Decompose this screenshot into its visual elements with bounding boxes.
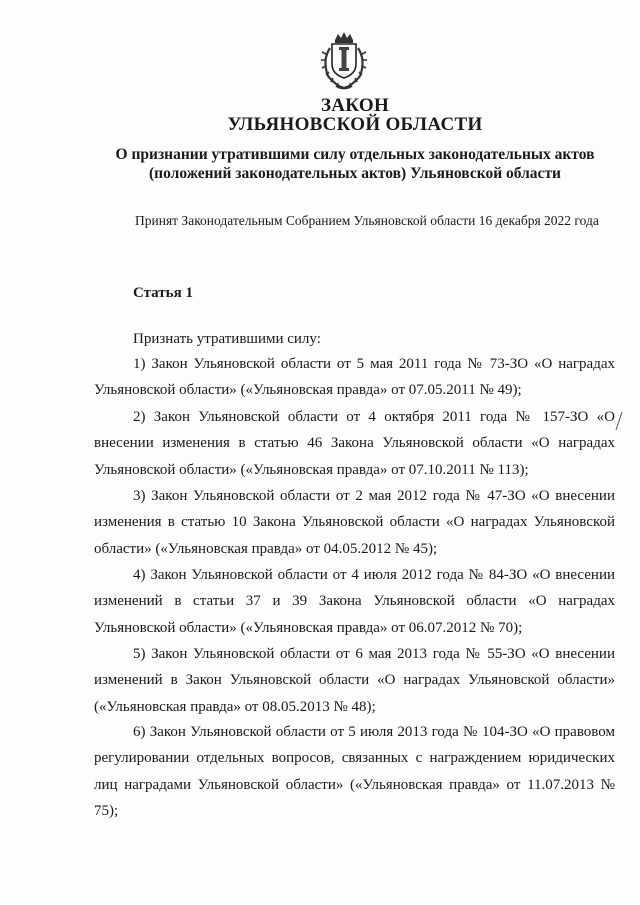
article-intro: Признать утратившими силу: <box>133 331 321 347</box>
list-item: 2) Закон Ульяновской области от 4 октября 2011 года № 157-ЗО «О внесении изменения в статью 46 Закона Ульяновской области «О наградах Ульяновской области» («Ульяновская правда» от 07.10.2011 № 113); <box>94 409 615 478</box>
law-region-title: УЛЬЯНОВСКОЙ ОБЛАСТИ <box>227 114 483 135</box>
law-subject-line-1: О признании утратившими силу отдельных законодательных актов <box>115 146 595 163</box>
list-item: 4) Закон Ульяновской области от 4 июля 2012 года № 84-ЗО «О внесении изменений в статьи 37 и 39 Закона Ульяновской области «О наградах Ульяновской области» («Ульяновская правда» от 06.07.2012 № 70); <box>94 567 615 636</box>
list-item: 5) Закон Ульяновской области от 6 мая 2013 года № 55-ЗО «О внесении изменений в Закон Ульяновской области «О наградах Ульяновской области» («Ульяновская правда» от 08.05.2013 № 48); <box>94 646 615 715</box>
law-subject-line-2: (положений законодательных актов) Ульяновской области <box>149 165 561 182</box>
list-item: 1) Закон Ульяновской области от 5 мая 2011 года № 73-ЗО «О наградах Ульяновской области» («Ульяновская правда» от 07.05.2011 № 49); <box>94 356 615 399</box>
adoption-statement: Принят Законодательным Собранием Ульяновской области 16 декабря 2022 года <box>135 213 599 228</box>
law-title: ЗАКОН <box>320 95 390 116</box>
list-item: 3) Закон Ульяновской области от 2 мая 2012 года № 47-ЗО «О внесении изменения в статью 10 Закона Ульяновской области «О наградах Ульяновской области» («Ульяновская правда» от 04.05.2012 № 45); <box>94 488 615 557</box>
coat-of-arms-icon <box>316 30 372 92</box>
pen-mark-icon <box>614 411 624 431</box>
article-heading: Статья 1 <box>133 285 193 301</box>
list-item: 6) Закон Ульяновской области от 5 июля 2013 года № 104-ЗО «О правовом регулировании отдельных вопросов, связанных с награждением юридических лиц наградами Ульяновской области» («Ульяновская правда» от 11.07.2013 № 75); <box>94 724 615 819</box>
